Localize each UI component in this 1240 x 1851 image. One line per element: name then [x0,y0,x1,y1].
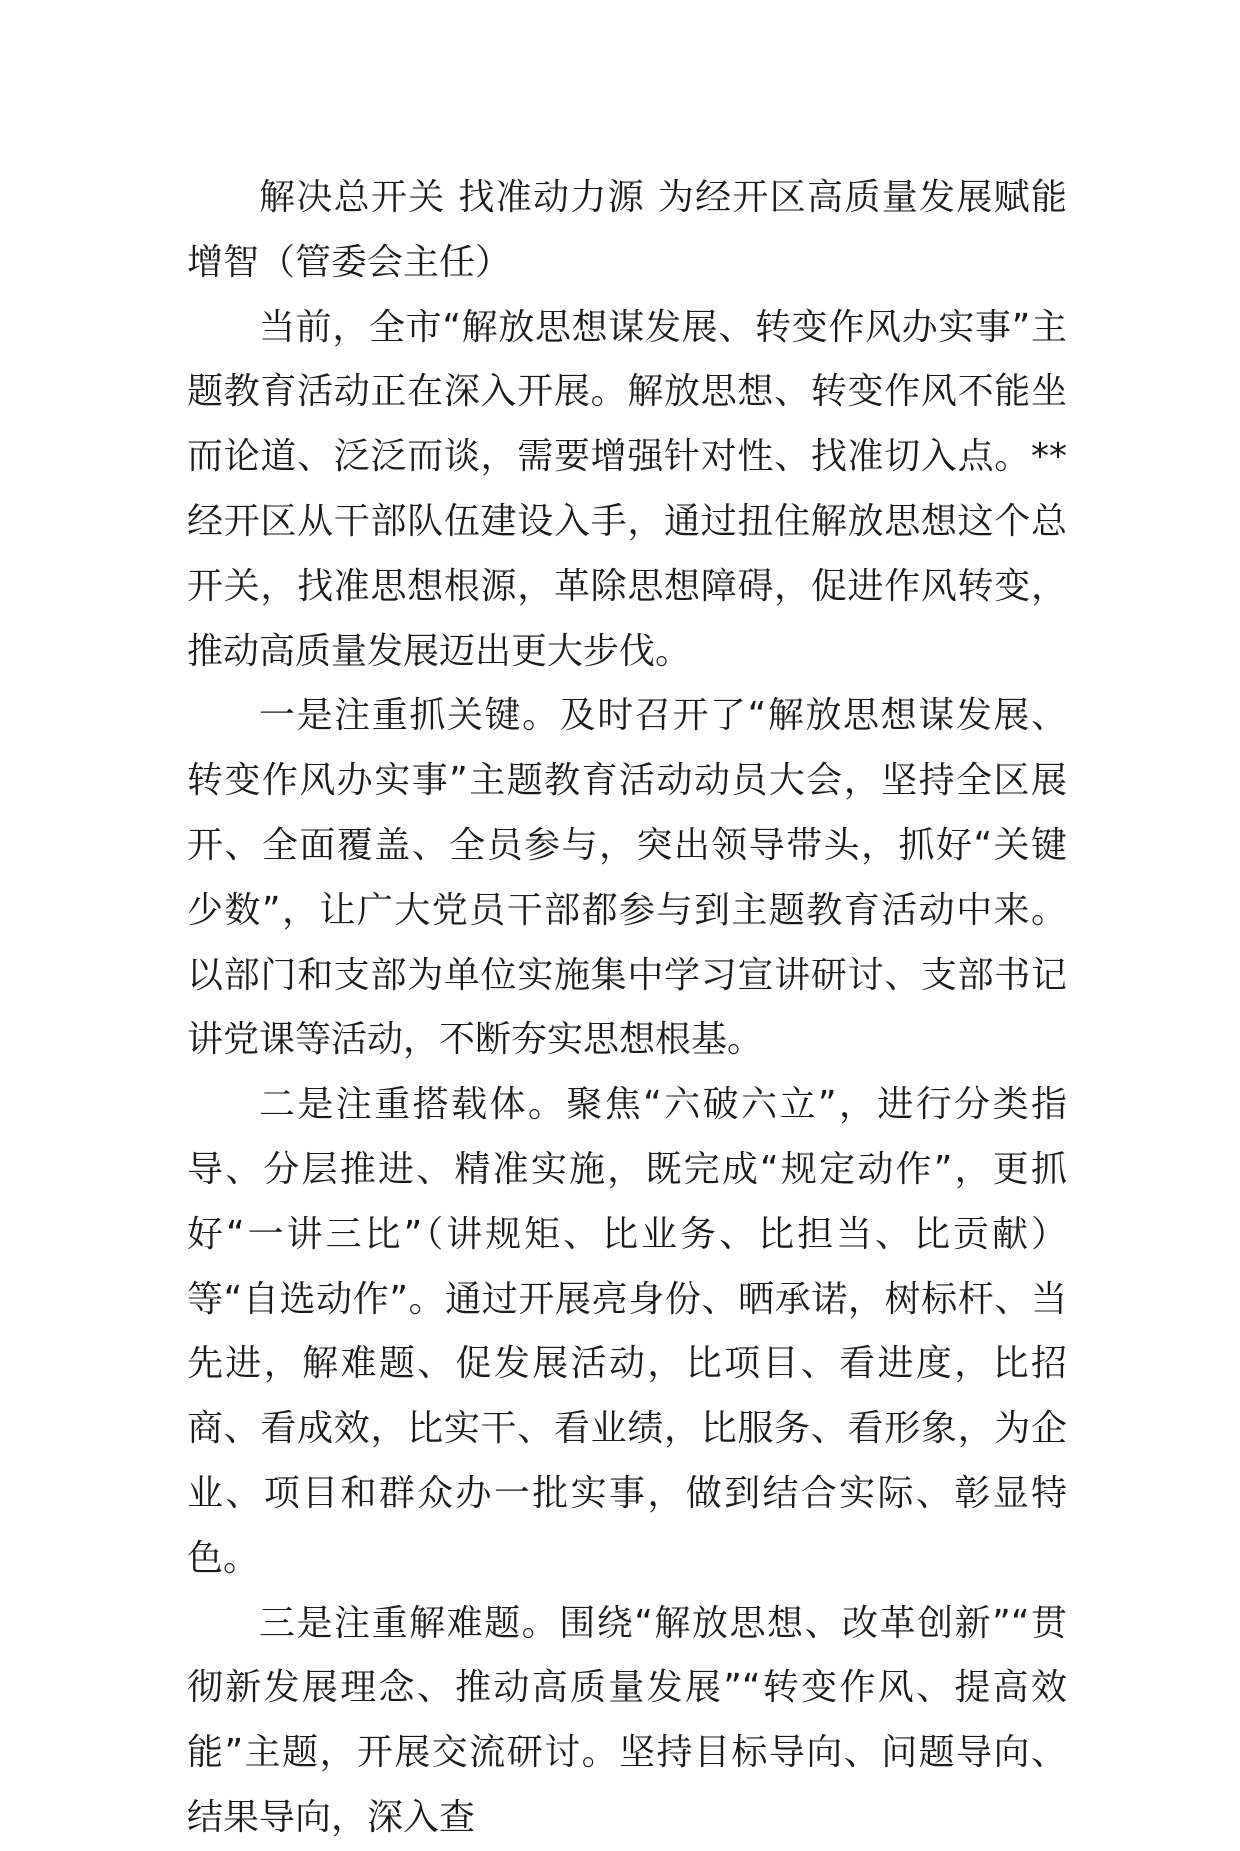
paragraph-intro: 当前，全市“解放思想谋发展、转变作风办实事”主题教育活动正在深入开展。解放思想、转变作风不能坐而论道、泛泛而谈，需要增强针对性、找准切入点。**经开区从干部队伍建设入手，通过扭住解放思想这个总开关，找准思想根源，革除思想障碍，促进作风转变，推动高质量发展迈出更大步伐。 [187,306,1067,672]
document-title: 解决总开关 找准动力源 为经开区高质量发展赋能增智（管委会主任） [187,177,1067,283]
document-body [187,166,1067,1851]
paragraph-point-one: 一是注重抓关键。及时召开了“解放思想谋发展、转变作风办实事”主题教育活动动员大会，坚持全区展开、全面覆盖、全员参与，突出领导带头，抓好“关键少数”，让广大党员干部都参与到主题教育活动中来。以部门和支部为单位实施集中学习宣讲研讨、支部书记讲党课等活动，不断夯实思想根基。 [187,695,1067,1061]
paragraph-point-three: 三是注重解难题。围绕“解放思想、改革创新”“贯彻新发展理念、推动高质量发展”“转变作风、提高效能”主题，开展交流研讨。坚持目标导向、问题导向、结果导向，深入查 [187,1602,1067,1838]
paragraph-point-two: 二是注重搭载体。聚焦“六破六立”，进行分类指导、分层推进、精准实施，既完成“规定动作”，更抓好“一讲三比”（讲规矩、比业务、比担当、比贡献）等“自选动作”。通过开展亮身份、晒承诺，树标杆、当先进，解难题、促发展活动，比项目、看进度，比招商、看成效，比实干、看业绩，比服务、看形象，为企业、项目和群众办一批实事，做到结合实际、彰显特色。 [187,1084,1067,1579]
